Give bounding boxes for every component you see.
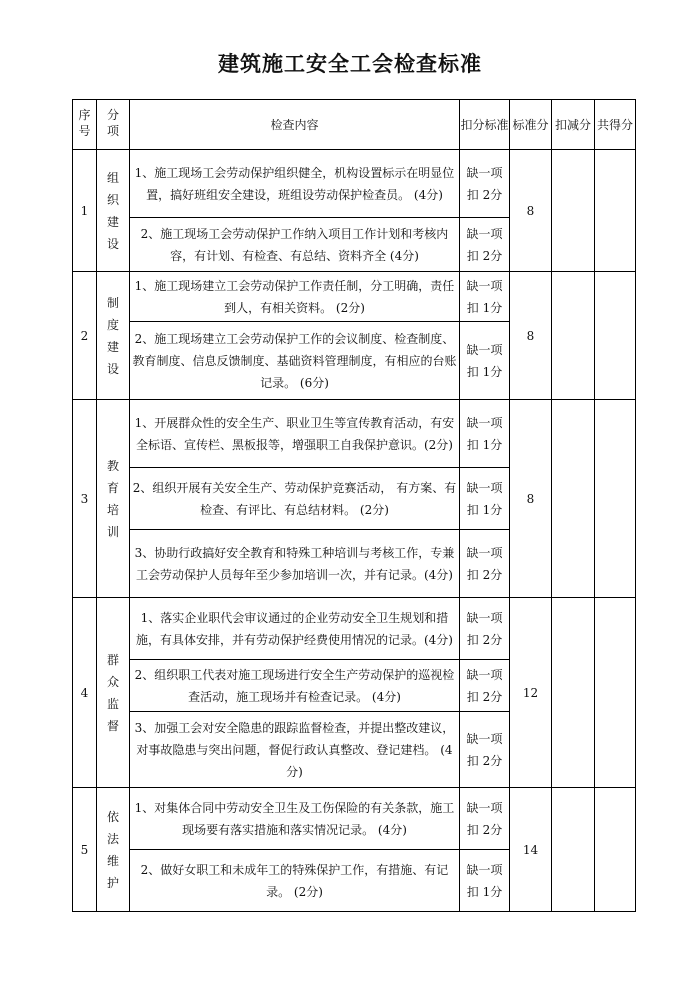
section-seq: 5 xyxy=(73,788,97,912)
section-total-cell xyxy=(595,272,636,400)
section-standard-score: 8 xyxy=(510,150,552,272)
item-deduct-standard: 缺一项扣 2分 xyxy=(460,598,510,660)
section-total-cell xyxy=(595,400,636,598)
section-total-cell xyxy=(595,788,636,912)
item-content: 1、落实企业职代会审议通过的企业劳动安全卫生规划和措施，有具体安排，并有劳动保护经费使用情况的记录。(4分) xyxy=(130,598,460,660)
item-content: 2、做好女职工和未成年工的特殊保护工作，有措施、有记录。 (2分) xyxy=(130,850,460,912)
header-row xyxy=(73,100,636,150)
section-deducted-cell xyxy=(552,788,595,912)
item-deduct-standard: 缺一项扣 2分 xyxy=(460,712,510,788)
section-category: 依法维护 xyxy=(97,788,130,912)
header-seq: 序号 xyxy=(73,100,97,150)
item-deduct-standard: 缺一项扣 1分 xyxy=(460,272,510,322)
table-row xyxy=(73,150,636,218)
section-standard-score: 8 xyxy=(510,400,552,598)
item-deduct-standard: 缺一项扣 1分 xyxy=(460,400,510,468)
header-standard-score: 标准分 xyxy=(510,100,552,150)
page-title: 建筑施工安全工会检查标准 xyxy=(218,52,482,76)
item-content: 1、对集体合同中劳动安全卫生及工伤保险的有关条款，施工现场要有落实措施和落实情况记录。 (4分) xyxy=(130,788,460,850)
item-deduct-standard: 缺一项扣 2分 xyxy=(460,788,510,850)
section-deducted-cell xyxy=(552,150,595,272)
item-content: 2、组织职工代表对施工现场进行安全生产劳动保护的巡视检查活动，施工现场并有检查记录。 (4分) xyxy=(130,660,460,712)
section-standard-score: 12 xyxy=(510,598,552,788)
table-row xyxy=(73,400,636,468)
table-row xyxy=(73,272,636,322)
header-deducted: 扣减分 xyxy=(552,100,595,150)
table-row xyxy=(73,788,636,850)
table-row xyxy=(73,598,636,660)
section-category: 教育培训 xyxy=(97,400,130,598)
item-content: 1、开展群众性的安全生产、职业卫生等宣传教育活动，有安全标语、宣传栏、黑板报等，增强职工自我保护意识。(2分) xyxy=(130,400,460,468)
item-content: 3、协助行政搞好安全教育和特殊工种培训与考核工作，专兼工会劳动保护人员每年至少参加培训一次，并有记录。(4分) xyxy=(130,530,460,598)
item-deduct-standard: 缺一项扣 2分 xyxy=(460,530,510,598)
item-deduct-standard: 缺一项扣 2分 xyxy=(460,218,510,272)
section-total-cell xyxy=(595,150,636,272)
section-seq: 3 xyxy=(73,400,97,598)
item-deduct-standard: 缺一项扣 1分 xyxy=(460,468,510,530)
item-content: 2、施工现场建立工会劳动保护工作的会议制度、检查制度、教育制度、信息反馈制度、基础资料管理制度，有相应的台账记录。 (6分) xyxy=(130,322,460,400)
item-content: 3、加强工会对安全隐患的跟踪监督检查，并提出整改建议，对事故隐患与突出问题，督促行政认真整改、登记建档。 (4分) xyxy=(130,712,460,788)
header-category: 分项 xyxy=(97,100,130,150)
section-seq: 4 xyxy=(73,598,97,788)
item-content: 1、施工现场建立工会劳动保护工作责任制，分工明确，责任到人，有相关资料。 (2分) xyxy=(130,272,460,322)
header-deduct-standard: 扣分标准 xyxy=(460,100,510,150)
section-deducted-cell xyxy=(552,400,595,598)
item-content: 2、施工现场工会劳动保护工作纳入项目工作计划和考核内容，有计划、有检查、有总结、资料齐全 (4分) xyxy=(130,218,460,272)
item-content: 2、组织开展有关安全生产、劳动保护竞赛活动， 有方案、有检查、有评比、有总结材料。 (2分) xyxy=(130,468,460,530)
section-deducted-cell xyxy=(552,272,595,400)
section-seq: 2 xyxy=(73,272,97,400)
item-deduct-standard: 缺一项扣 1分 xyxy=(460,850,510,912)
section-total-cell xyxy=(595,598,636,788)
item-content: 1、施工现场工会劳动保护组织健全，机构设置标示在明显位置，搞好班组安全建设，班组设劳动保护检查员。 (4分) xyxy=(130,150,460,218)
header-content: 检查内容 xyxy=(130,100,460,150)
section-category: 组织建设 xyxy=(97,150,130,272)
section-category: 群众监督 xyxy=(97,598,130,788)
section-seq: 1 xyxy=(73,150,97,272)
item-deduct-standard: 缺一项扣 1分 xyxy=(460,322,510,400)
item-deduct-standard: 缺一项扣 2分 xyxy=(460,660,510,712)
section-standard-score: 14 xyxy=(510,788,552,912)
section-deducted-cell xyxy=(552,598,595,788)
header-total-score: 共得分 xyxy=(595,100,636,150)
section-category: 制度建设 xyxy=(97,272,130,400)
section-standard-score: 8 xyxy=(510,272,552,400)
inspection-table xyxy=(72,99,636,912)
item-deduct-standard: 缺一项扣 2分 xyxy=(460,150,510,218)
